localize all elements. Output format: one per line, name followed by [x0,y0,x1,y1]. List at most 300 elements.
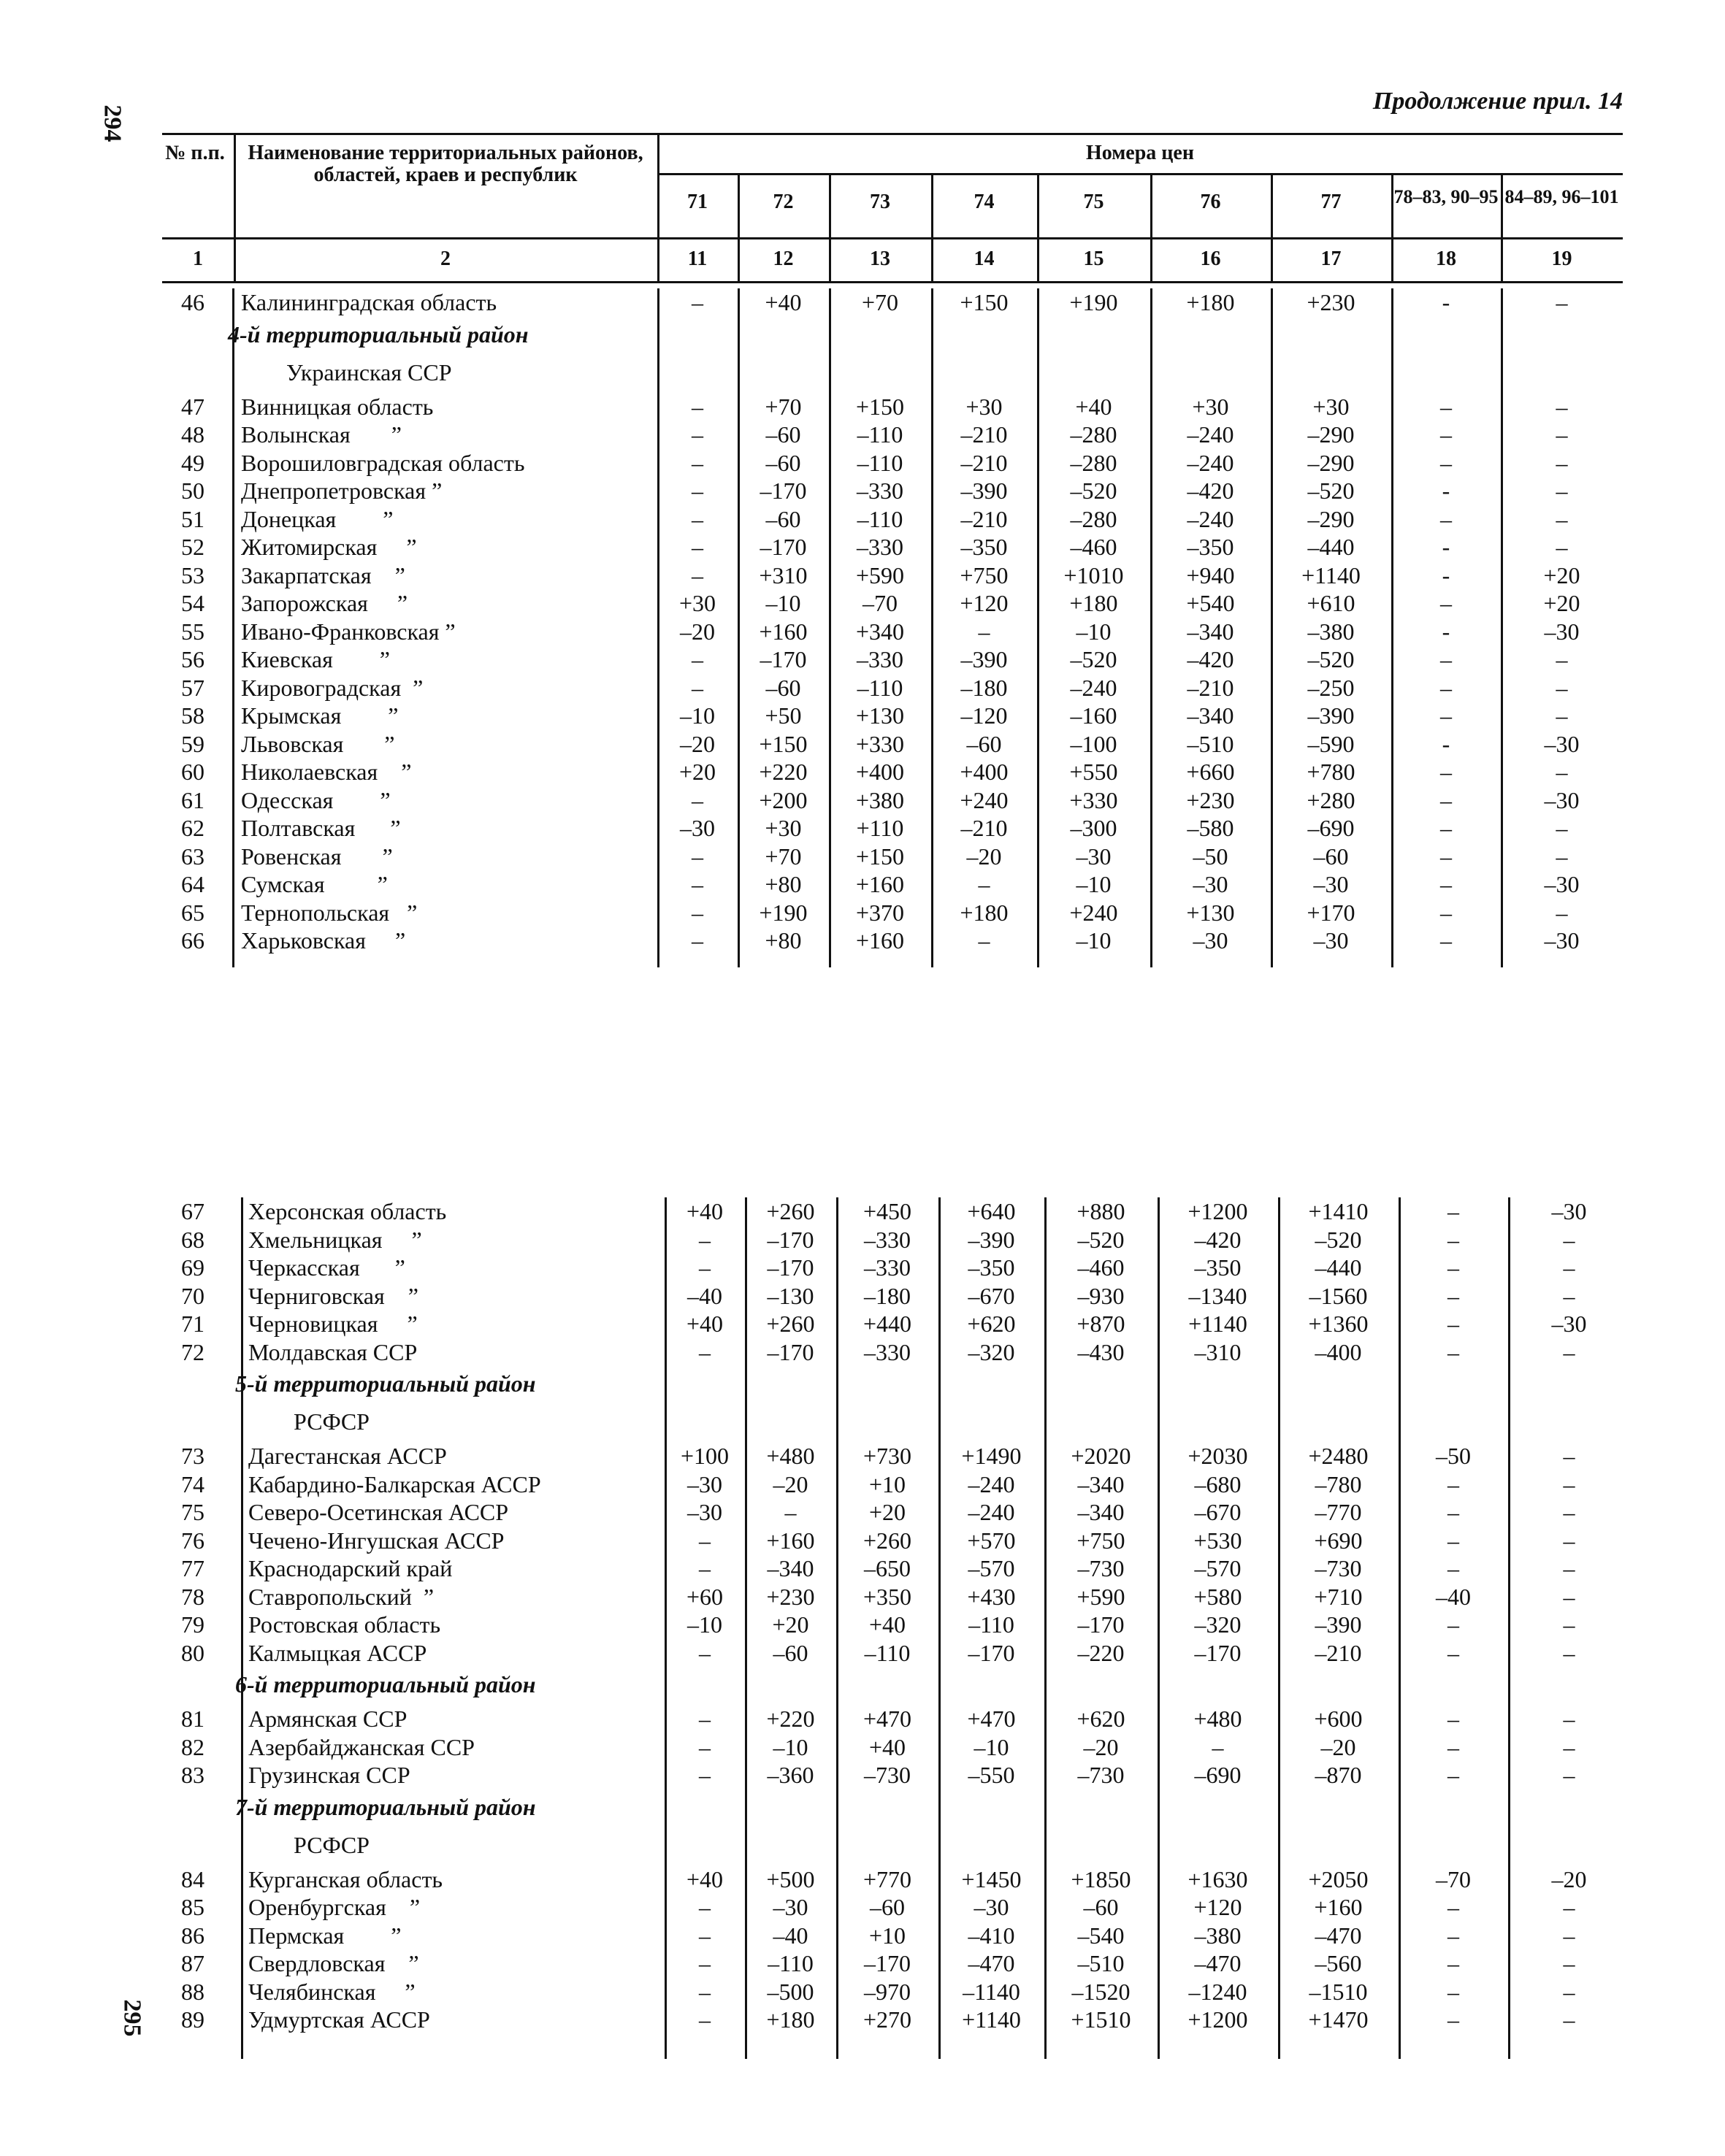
table-row [162,702,1623,729]
price-value: – [1563,1226,1575,1253]
price-value: – [699,1978,711,2005]
table-row [162,814,1623,842]
price-value: +280 [1307,786,1355,813]
table-row [162,288,1623,316]
table-row [162,1282,1623,1310]
row-number: 58 [181,702,204,729]
price-value: –670 [968,1282,1015,1309]
price-value: –520 [1070,646,1117,672]
row-number: 46 [181,289,204,315]
price-value: –40 [1436,1583,1471,1610]
region-name: Кировоградская ” [241,674,424,701]
price-value: – [1440,393,1452,420]
region-name: Удмуртская АССР [248,2006,430,2033]
table-row [162,1865,1623,1893]
price-value: – [699,1706,711,1732]
price-value: +150 [855,843,905,870]
price-value: –310 [1194,1338,1242,1365]
price-value: –30 [1313,871,1349,897]
price-value: –510 [1077,1950,1125,1976]
price-value: –320 [968,1338,1015,1365]
price-value: - [1442,289,1450,315]
price-value: +20 [1543,590,1580,616]
price-value: +1850 [1071,1865,1131,1892]
table-row [162,1254,1623,1281]
price-value: +20 [772,1611,809,1638]
region-name: Черновицкая ” [248,1311,418,1337]
row-number: 84 [181,1865,204,1892]
region-name: Молдавская ССР [248,1338,418,1365]
region-name: Чечено-Ингушская АССР [248,1527,505,1554]
price-value: +350 [862,1583,912,1610]
subsection-title: РСФСР [294,1831,370,1858]
region-name: Ворошиловградская область [241,449,525,476]
price-value: – [1556,702,1568,729]
price-value: – [1447,1226,1459,1253]
price-value: –30 [773,1894,808,1920]
price-value: –240 [968,1499,1015,1525]
price-value: – [1440,927,1452,954]
price-value: +640 [967,1198,1016,1224]
row-number: 67 [181,1198,204,1224]
price-value: –590 [1307,730,1355,757]
table-row [162,393,1623,421]
price-value: +20 [678,759,716,785]
price-value: +540 [1186,590,1235,616]
price-value: –110 [864,1639,911,1666]
price-value: –20 [773,1470,808,1497]
row-number: 76 [181,1527,204,1554]
price-value: –390 [968,1226,1015,1253]
price-value: +220 [759,759,808,785]
header-index-cell: 15 [1083,248,1104,270]
table-row [162,561,1623,589]
table-row [162,1310,1623,1338]
region-name: Киевская ” [241,646,390,672]
price-value: –50 [1436,1443,1471,1469]
price-value: +380 [855,786,905,813]
price-value: –170 [1077,1611,1125,1638]
table-row [162,786,1623,814]
price-value: –210 [960,505,1008,532]
price-value: – [1440,646,1452,672]
price-value: +770 [862,1865,912,1892]
row-number: 57 [181,674,204,701]
price-value: – [1440,843,1452,870]
price-value: –30 [974,1894,1009,1920]
price-value: +480 [766,1443,815,1469]
price-value: – [692,289,703,315]
price-value: – [1440,786,1452,813]
price-value: –30 [1544,618,1580,645]
price-value: – [699,1894,711,1920]
region-name: Закарпатская ” [241,561,405,588]
table-row [162,730,1623,758]
table-row [162,533,1623,561]
price-value: –730 [1077,1762,1125,1788]
price-value: +610 [1307,590,1355,616]
price-value: +30 [678,590,716,616]
row-number: 52 [181,534,204,560]
price-value: +400 [960,759,1009,785]
price-value: –470 [1315,1922,1362,1949]
price-value: –670 [1194,1499,1242,1525]
price-value: – [784,1499,797,1525]
price-value: – [1447,1311,1459,1337]
price-value: – [692,505,703,532]
table-row [162,1978,1623,2006]
row-number: 70 [181,1282,204,1309]
region-name: Калмыцкая АССР [248,1639,427,1666]
price-value: –10 [680,702,715,729]
table-row [162,1922,1623,1949]
region-name: Азербайджанская ССР [248,1733,475,1760]
price-value: –30 [687,1499,722,1525]
price-value: –460 [1070,534,1117,560]
price-value: – [1563,1611,1575,1638]
price-value: +750 [960,561,1009,588]
region-name: Сумская ” [241,871,388,897]
table-row [162,1498,1623,1526]
price-value: +530 [1193,1527,1242,1554]
table-row [162,674,1623,702]
price-value: –430 [1077,1338,1125,1365]
price-value: –10 [974,1733,1009,1760]
price-value: +160 [855,871,905,897]
price-value: –520 [1315,1226,1362,1253]
price-value: –440 [1307,534,1355,560]
price-value: +40 [686,1198,724,1224]
price-value: +940 [1186,561,1235,588]
row-number: 87 [181,1950,204,1976]
price-value: –30 [1313,927,1349,954]
price-value: –420 [1194,1226,1242,1253]
price-value: +220 [766,1706,815,1732]
price-value: +1470 [1308,2006,1369,2033]
price-value: –520 [1070,477,1117,504]
price-value: +230 [766,1583,815,1610]
price-value: – [1447,1950,1459,1976]
price-value: +180 [960,899,1009,926]
price-value: –560 [1315,1950,1362,1976]
table-row [162,2006,1623,2033]
price-value: – [1563,2006,1575,2033]
price-value: +150 [759,730,808,757]
region-name: Житомирская ” [241,534,417,560]
price-value: +880 [1076,1198,1125,1224]
table-row [162,1893,1623,1921]
price-value: –30 [1544,730,1580,757]
price-value: –520 [1307,477,1355,504]
price-value: –210 [960,449,1008,476]
price-value: –730 [1077,1555,1125,1581]
price-value: –210 [1315,1639,1362,1666]
price-value: – [1447,1922,1459,1949]
header-divider [234,133,236,283]
price-value: +600 [1314,1706,1363,1732]
price-value: – [692,646,703,672]
region-name: Николаевская ” [241,759,412,785]
price-value: –330 [857,477,903,504]
price-value: –440 [1315,1254,1362,1281]
price-value: +120 [960,590,1009,616]
row-number: 59 [181,730,204,757]
table-row [162,1197,1623,1225]
row-number: 83 [181,1762,204,1788]
price-value: – [692,561,703,588]
header-col-num: № п.п. [165,142,225,164]
table-row [162,927,1623,954]
price-value: +590 [1076,1583,1125,1610]
price-value: +1200 [1187,1198,1248,1224]
price-value: – [1563,1282,1575,1309]
price-value: –350 [960,534,1008,560]
price-value: +30 [1192,393,1229,420]
row-number: 73 [181,1443,204,1469]
price-value: – [1440,674,1452,701]
header-divider [1501,173,1503,283]
row-number: 75 [181,1499,204,1525]
price-value: –280 [1070,421,1117,448]
price-value: – [1563,1950,1575,1976]
price-value: –10 [773,1733,808,1760]
price-value: – [1440,899,1452,926]
price-value: – [692,927,703,954]
page-heading: Продолжение прил. 14 [1372,88,1623,115]
region-name: Грузинская ССР [248,1762,410,1788]
price-value: –170 [760,534,807,560]
price-value: – [1563,1555,1575,1581]
price-value: +80 [765,927,802,954]
price-value: – [1556,815,1568,841]
price-value: – [1447,1527,1459,1554]
price-value: +20 [868,1499,906,1525]
header-index-cell: 17 [1320,248,1342,270]
price-value: –60 [1313,843,1349,870]
header-index-cell: 18 [1436,248,1456,270]
price-value: –330 [864,1254,911,1281]
price-value: +470 [862,1706,912,1732]
header-divider [1037,173,1039,283]
price-value: – [692,534,703,560]
price-value: –210 [960,421,1008,448]
price-value: –500 [767,1978,814,2005]
price-value: –520 [1307,646,1355,672]
price-value: +120 [1193,1894,1242,1920]
price-value: +310 [759,561,808,588]
price-value: +80 [765,871,802,897]
price-value: +150 [960,289,1009,315]
price-value: –20 [966,843,1002,870]
price-value: – [1563,1527,1575,1554]
price-value: +470 [967,1706,1016,1732]
price-value: +30 [1312,393,1350,420]
subsection-title: РСФСР [294,1408,370,1435]
price-value: –550 [968,1762,1015,1788]
price-value: –30 [680,815,715,841]
price-value: +60 [686,1583,724,1610]
price-value: – [1447,1282,1459,1309]
price-value: – [692,674,703,701]
price-value: –10 [687,1611,722,1638]
price-value: –60 [773,1639,808,1666]
price-value: –580 [1187,815,1234,841]
price-value: –170 [767,1338,814,1365]
row-number: 56 [181,646,204,672]
price-value: –340 [1077,1499,1125,1525]
price-value: –410 [968,1922,1015,1949]
price-value: +580 [1193,1583,1242,1610]
price-value: –390 [960,646,1008,672]
price-value: – [1556,477,1568,504]
price-value: +590 [855,561,905,588]
row-number: 80 [181,1639,204,1666]
region-name: Краснодарский край [248,1555,453,1581]
price-value: – [699,1762,711,1788]
price-value: –510 [1187,730,1234,757]
price-value: –30 [1544,927,1580,954]
region-name: Волынская ” [241,421,402,448]
price-value: –870 [1315,1762,1362,1788]
price-value: –690 [1307,815,1355,841]
price-value: –250 [1307,674,1355,701]
price-value: –680 [1194,1470,1242,1497]
row-number: 86 [181,1922,204,1949]
row-number: 63 [181,843,204,870]
price-value: +2050 [1308,1865,1369,1892]
header-price-col: 74 [974,191,995,213]
price-value: –330 [857,646,903,672]
price-value: - [1442,561,1450,588]
page-number-bottom: 295 [118,1999,146,2037]
price-value: –380 [1194,1922,1242,1949]
table-row [162,1611,1623,1638]
price-value: – [1440,421,1452,448]
page-number-top: 294 [99,104,126,142]
price-value: –30 [1544,871,1580,897]
price-value: +40 [686,1865,724,1892]
region-name: Курганская область [248,1865,443,1892]
price-value: +160 [1314,1894,1363,1920]
region-name: Винницкая область [241,393,434,420]
region-name: Львовская ” [241,730,395,757]
price-value: –10 [1076,618,1112,645]
row-number: 48 [181,421,204,448]
section-title: 7-й территориальный район [235,1793,536,1820]
header-divider [1391,173,1393,283]
price-value: – [1563,1922,1575,1949]
price-value: – [1440,759,1452,785]
price-value: +200 [759,786,808,813]
price-value: – [692,449,703,476]
price-value: +50 [765,702,802,729]
price-value: +10 [868,1470,906,1497]
row-number: 88 [181,1978,204,2005]
price-value: +330 [855,730,905,757]
price-value: +240 [960,786,1009,813]
price-value: – [699,1639,711,1666]
price-value: –100 [1070,730,1117,757]
price-value: – [699,1922,711,1949]
table-row [162,618,1623,645]
price-value: –20 [1551,1865,1587,1892]
price-value: – [1556,393,1568,420]
price-value: – [699,1733,711,1760]
price-value: +70 [765,843,802,870]
price-value: +70 [765,393,802,420]
price-value: –70 [862,590,898,616]
price-value: – [699,2006,711,2033]
row-number: 68 [181,1226,204,1253]
price-value: –340 [1077,1470,1125,1497]
price-value: +130 [855,702,905,729]
price-value: –210 [1187,674,1234,701]
header-divider [1150,173,1152,283]
price-value: – [1556,289,1568,315]
price-value: – [1556,646,1568,672]
price-value: –1240 [1188,1978,1247,2005]
price-value: +1010 [1063,561,1124,588]
table-row [162,870,1623,898]
price-value: – [699,1338,711,1365]
price-value: –300 [1070,815,1117,841]
price-value: –170 [1194,1639,1242,1666]
price-value: +160 [759,618,808,645]
row-number: 71 [181,1311,204,1337]
price-value: – [692,871,703,897]
header-group-title: Номера цен [1085,142,1194,164]
price-value: +40 [868,1733,906,1760]
price-value: –570 [1194,1555,1242,1581]
price-value: – [1440,871,1452,897]
price-value: – [1447,1338,1459,1365]
region-name: Тернопольская ” [241,899,418,926]
row-number: 50 [181,477,204,504]
price-value: – [1563,1583,1575,1610]
price-value: +260 [766,1198,815,1224]
price-value: – [1563,1338,1575,1365]
table-row [162,1583,1623,1611]
price-value: –420 [1187,477,1234,504]
price-value: – [1556,899,1568,926]
header-divider [738,173,740,283]
price-value: – [1447,1470,1459,1497]
header-divider [1271,173,1273,283]
price-value: +550 [1069,759,1118,785]
price-value: – [978,618,990,645]
row-number: 81 [181,1706,204,1732]
price-value: - [1442,534,1450,560]
price-value: –320 [1194,1611,1242,1638]
header-price-col: 76 [1200,191,1221,213]
price-value: – [1563,1762,1575,1788]
price-value: –240 [1187,421,1234,448]
price-value: –20 [680,730,715,757]
header-index-cell: 16 [1200,248,1221,270]
price-value: –30 [1193,871,1228,897]
price-value: –770 [1315,1499,1362,1525]
price-value: +1360 [1308,1311,1369,1337]
price-value: – [1563,1978,1575,2005]
price-value: +430 [967,1583,1016,1610]
price-value: –30 [1544,786,1580,813]
price-value: –60 [765,449,801,476]
price-value: – [692,421,703,448]
region-name: Ровенская ” [241,843,393,870]
price-value: –10 [1076,871,1112,897]
section-title: 4-й территориальный район [228,321,529,348]
price-value: –180 [864,1282,911,1309]
